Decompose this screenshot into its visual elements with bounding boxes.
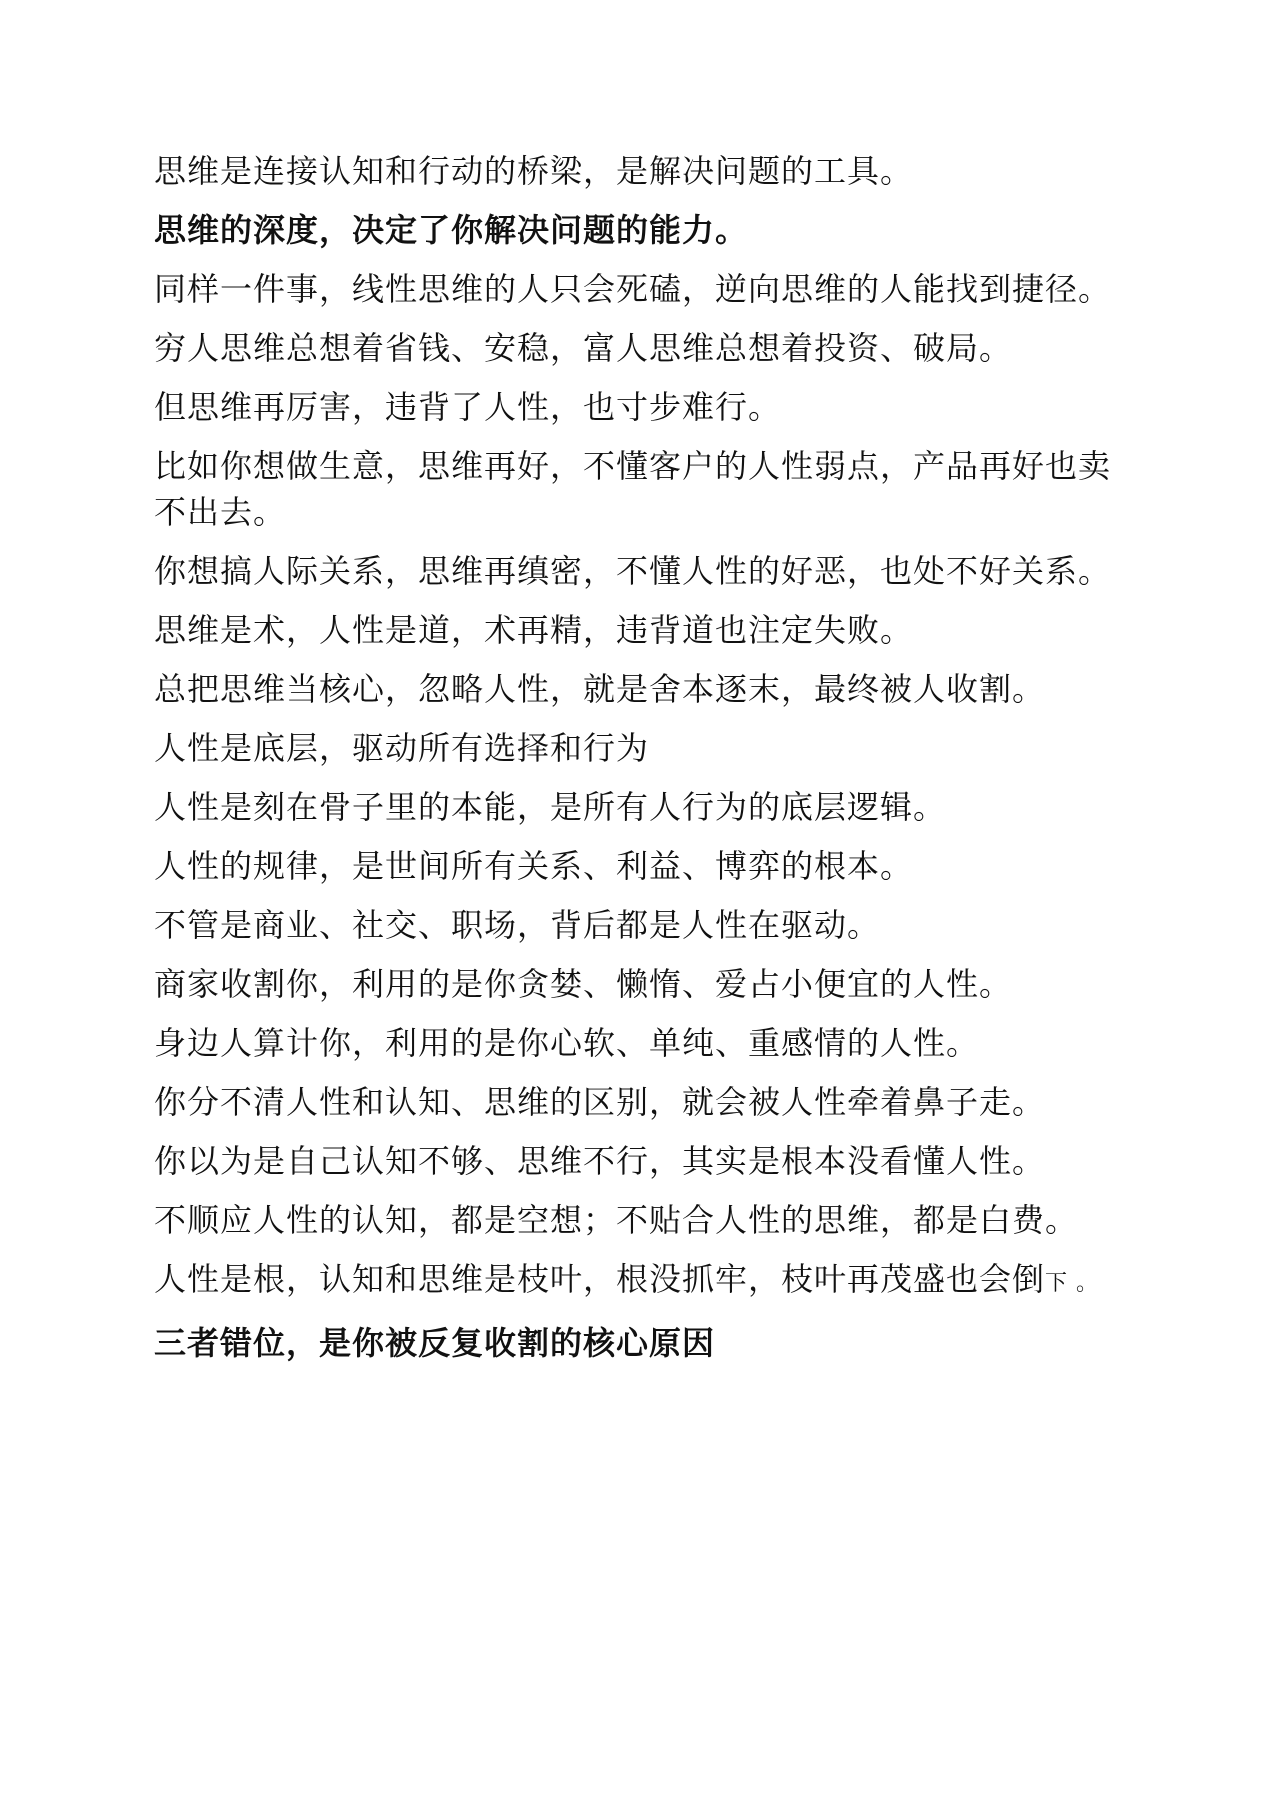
paragraph-11: 人性是刻在骨子里的本能，是所有人行为的底层逻辑。: [154, 788, 947, 826]
heading-misalignment: 三者错位，是你被反复收割的核心原因: [154, 1324, 716, 1362]
paragraph-18: 不顺应人性的认知，都是空想；不贴合人性的思维，都是白费。: [154, 1201, 1079, 1239]
paragraph-16: 你分不清人性和认知、思维的区别，就会被人性牵着鼻子走。: [154, 1083, 1046, 1121]
heading-thinking-depth: 思维的深度，决定了你解决问题的能力。: [154, 211, 749, 249]
paragraph-6: 比如你想做生意，思维再好，不懂客户的人性弱点，产品再好也卖不出去。: [154, 447, 1112, 531]
paragraph-17: 你以为是自己认知不够、思维不行，其实是根本没看懂人性。: [154, 1142, 1046, 1180]
paragraph-19-main: 人性是根，认知和思维是枝叶，根没抓牢，枝叶再茂盛也会倒: [154, 1260, 1046, 1298]
paragraph-5: 但思维再厉害，违背了人性，也寸步难行。: [154, 388, 782, 426]
paragraph-7: 你想搞人际关系，思维再缜密，不懂人性的好恶，也处不好关系。: [154, 552, 1112, 590]
paragraph-14: 商家收割你，利用的是你贪婪、懒惰、爱占小便宜的人性。: [154, 965, 1013, 1003]
paragraph-1: 思维是连接认知和行动的桥梁，是解决问题的工具。: [154, 152, 914, 190]
paragraph-4: 穷人思维总想着省钱、安稳，富人思维总想着投资、破局。: [154, 329, 1013, 367]
paragraph-19-tail: 下 。: [1045, 1271, 1100, 1296]
paragraph-8: 思维是术，人性是道，术再精，违背道也注定失败。: [154, 611, 914, 649]
paragraph-10: 人性是底层，驱动所有选择和行为: [154, 729, 650, 767]
document-body: [154, 148, 1124, 1379]
paragraph-3: 同样一件事，线性思维的人只会死磕，逆向思维的人能找到捷径。: [154, 270, 1112, 308]
paragraph-13: 不管是商业、社交、职场，背后都是人性在驱动。: [154, 906, 881, 944]
paragraph-12: 人性的规律，是世间所有关系、利益、博弈的根本。: [154, 847, 914, 885]
paragraph-9: 总把思维当核心，忽略人性，就是舍本逐末，最终被人收割。: [154, 670, 1046, 708]
paragraph-15: 身边人算计你，利用的是你心软、单纯、重感情的人性。: [154, 1024, 980, 1062]
paragraph-19: [154, 1256, 1124, 1307]
